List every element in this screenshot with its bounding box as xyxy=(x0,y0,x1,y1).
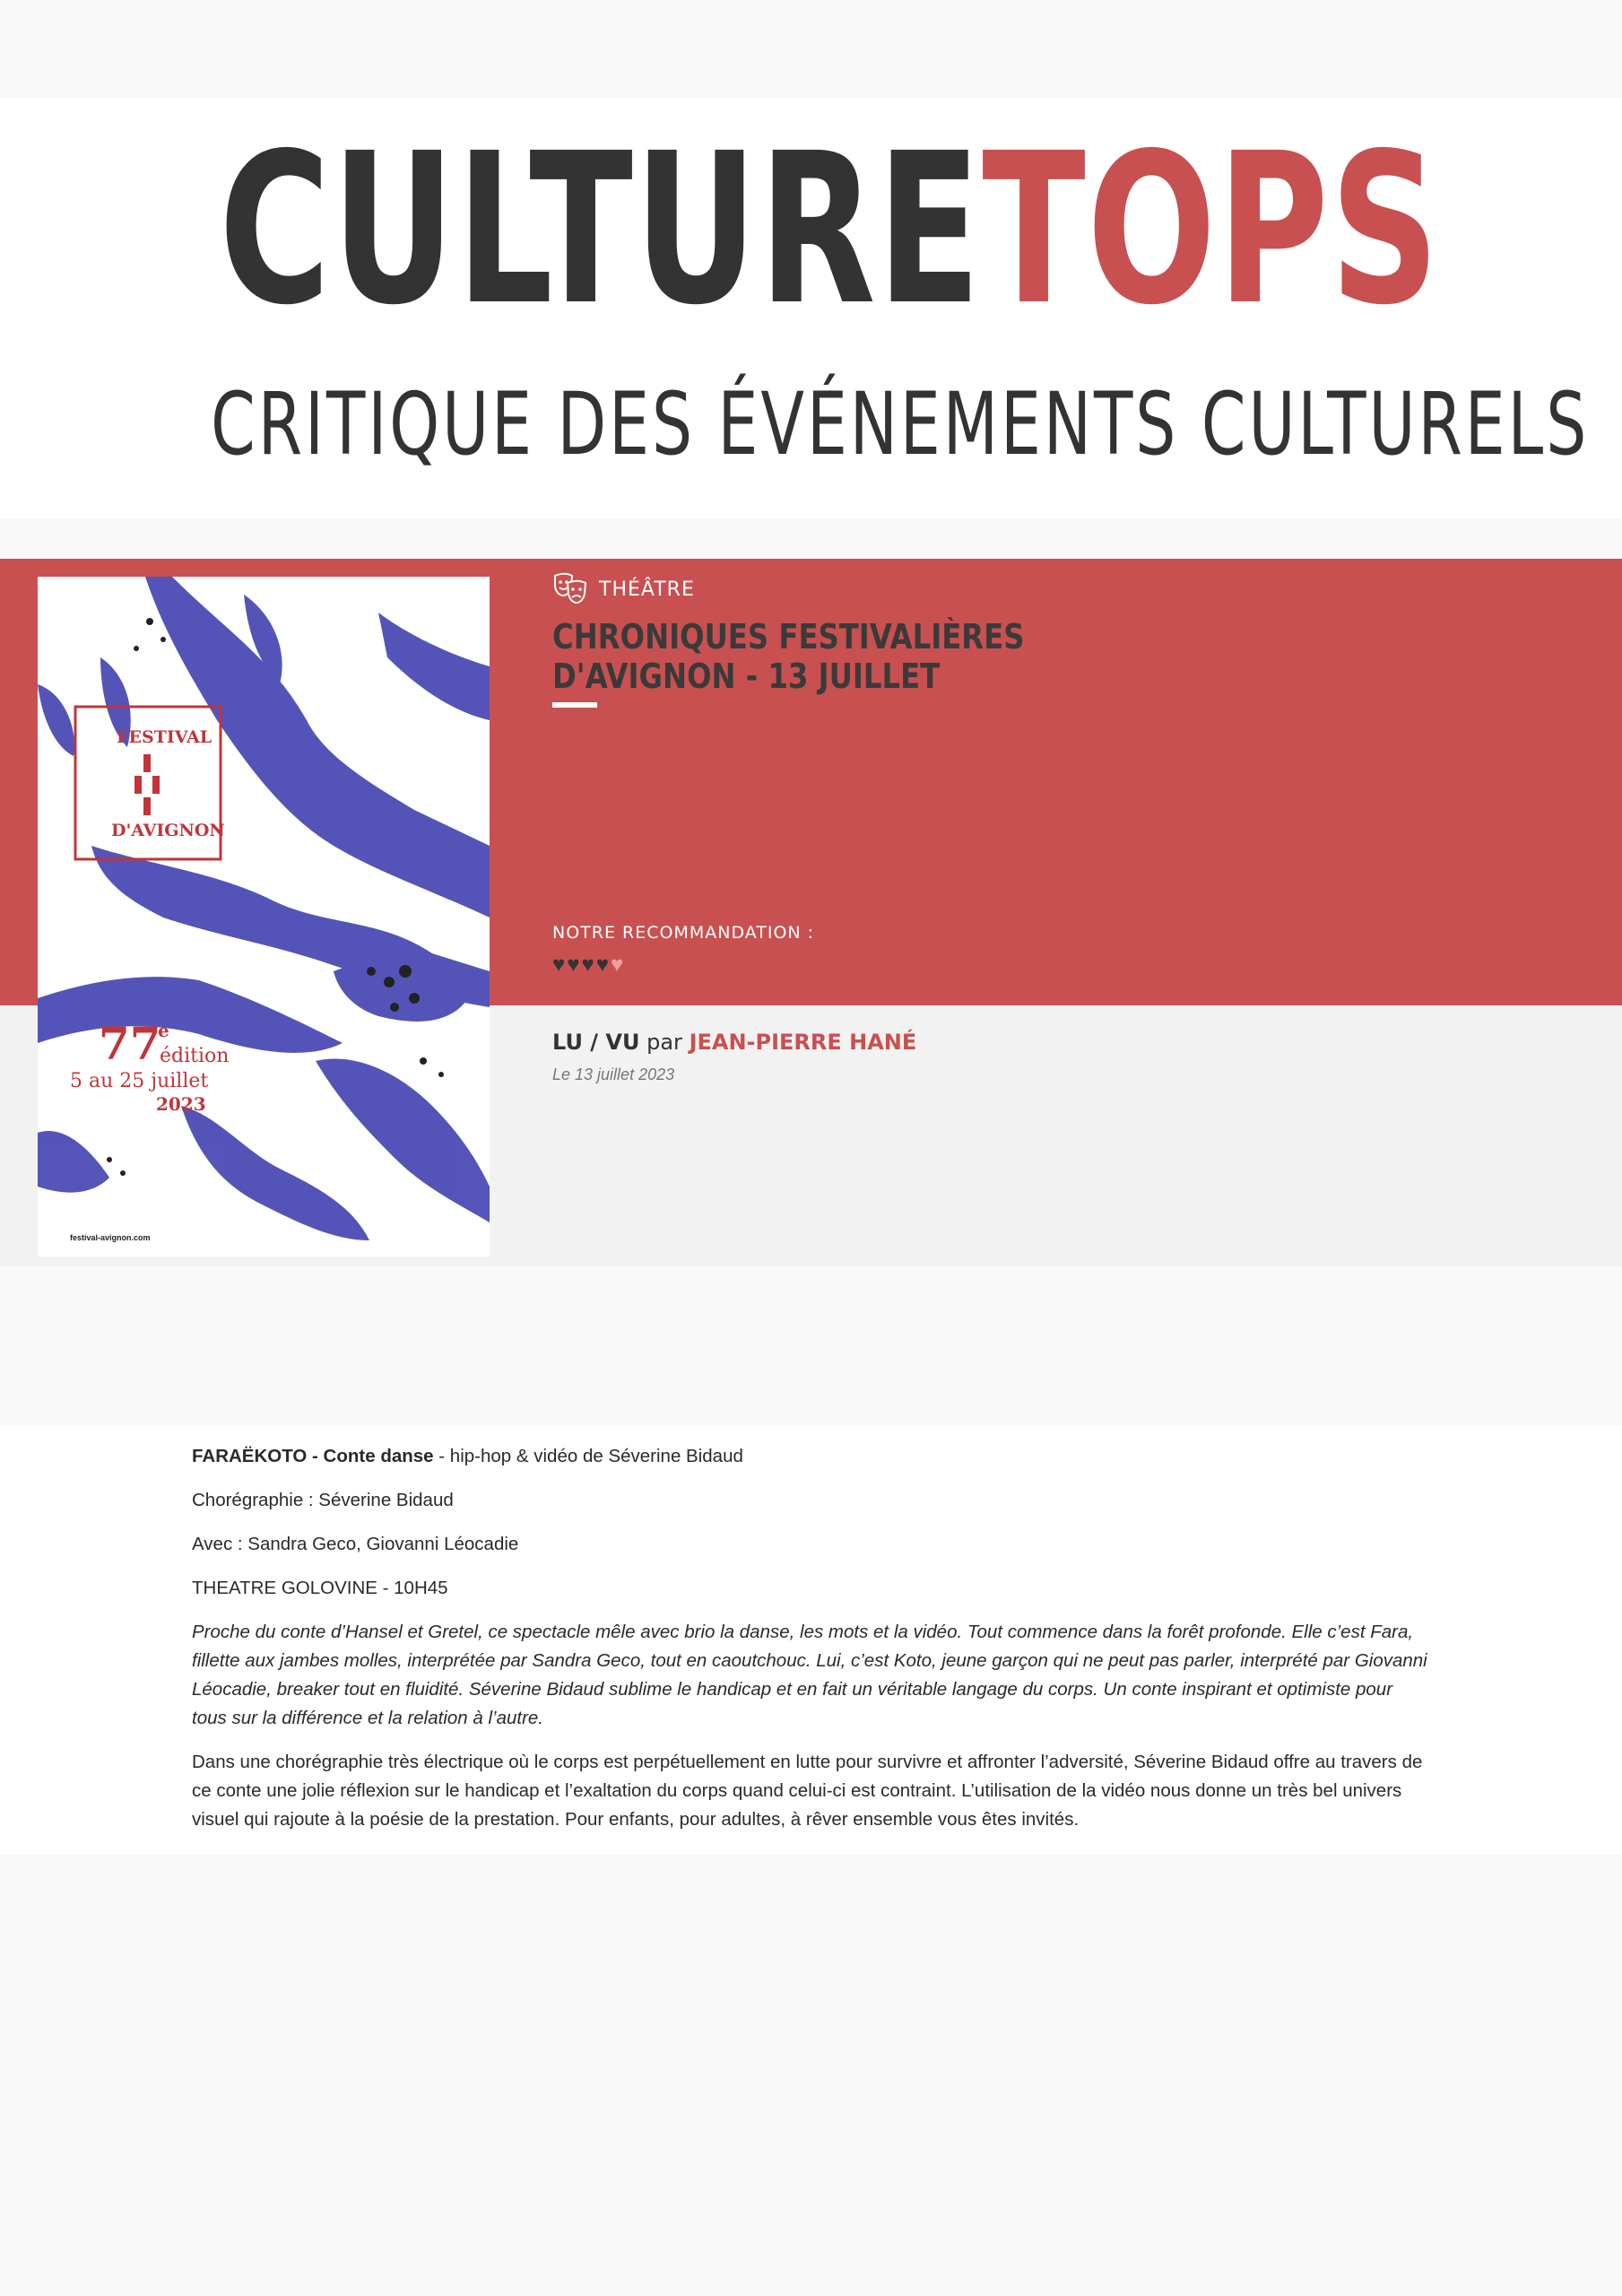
site-logo[interactable] xyxy=(219,109,1441,351)
show-subtitle: - hip-hop & vidéo de Séverine Bidaud xyxy=(433,1446,743,1466)
logo-tops: TOPS xyxy=(982,109,1441,351)
heart-icon: ♥ xyxy=(567,952,580,977)
poster-avignon-label: D'AVIGNON xyxy=(111,821,225,840)
show-title-line xyxy=(192,1442,1429,1471)
poster-year: 2023 xyxy=(156,1093,206,1115)
heart-icon: ♥ xyxy=(581,952,594,977)
poster-dates: 5 au 25 juillet xyxy=(70,1070,209,1092)
poster-website: festival-avignon.com xyxy=(70,1233,151,1242)
heart-empty-icon: ♥ xyxy=(611,952,624,977)
show-title: FARAËKOTO - Conte danse xyxy=(192,1446,434,1466)
festival-poster-image xyxy=(38,577,490,1257)
poster-festival-label: FESTIVAL xyxy=(117,727,213,747)
article-title-line-2: D'AVIGNON - 13 JUILLET xyxy=(552,657,941,696)
logo-culture: CULTURE xyxy=(219,109,983,351)
choreography-line: Chorégraphie : Séverine Bidaud xyxy=(192,1490,454,1510)
publish-date: Le 13 juillet 2023 xyxy=(552,1065,675,1083)
poster-edition-number: 77 xyxy=(99,1017,161,1070)
heart-icon: ♥ xyxy=(552,952,566,977)
category-tag[interactable] xyxy=(552,572,695,606)
category-label: THÉÂTRE xyxy=(599,578,695,601)
cast-line: Avec : Sandra Geco, Giovanni Léocadie xyxy=(192,1534,519,1554)
title-underline xyxy=(552,702,597,708)
theatre-masks-icon xyxy=(552,572,588,606)
review-paragraph: Dans une chorégraphie très électrique où le corps est perpétuellement en lutte pour survivre et affronter l’adversité, Séverine Bidaud offre au travers de ce conte une jolie réflexion sur le handicap et l’exaltation du corps quand celui-ci est contraint. L’utilisation de la vidéo nous donne un très bel univers visuel qui rajoute à la poésie de la prestation. Pour enfants, pour adultes, à rêver ensemble vous êtes invités. xyxy=(192,1752,1423,1830)
article-body xyxy=(192,1442,1429,1849)
byline-par: par xyxy=(646,1030,682,1055)
rating-hearts xyxy=(552,952,623,978)
article-title xyxy=(552,617,1177,696)
poster-edition-word: édition xyxy=(160,1045,230,1067)
article-title-line-1: CHRONIQUES FESTIVALIÈRES xyxy=(552,617,1025,657)
venue-line: THEATRE GOLOVINE - 10H45 xyxy=(192,1578,448,1598)
poster-edition-suffix: e xyxy=(158,1020,169,1041)
synopsis-paragraph: Proche du conte d’Hansel et Gretel, ce spectacle mêle avec brio la danse, les mots et la vidéo. Tout commence dans la forêt profonde. Elle c’est Fara, fillette aux jambes molles, interprétée par Sandra Geco, tout en caoutchouc. Lui, c’est Koto, jeune garçon qui ne peut pas parler, interprété par Giovanni Léocadie, breaker tout en fluidité. Séverine Bidaud sublime le handicap et en fait un véritable langage du corps. Un conte inspirant et optimiste pour tous sur la différence et la relation à l’autre. xyxy=(192,1622,1427,1728)
author-link[interactable]: JEAN-PIERRE HANÉ xyxy=(689,1030,917,1055)
byline xyxy=(552,1030,916,1055)
heart-icon: ♥ xyxy=(595,952,609,977)
site-tagline: CRITIQUE DES ÉVÉNEMENTS CULTURELS xyxy=(211,374,1590,474)
recommendation-label: NOTRE RECOMMANDATION : xyxy=(552,923,815,943)
byline-kind: LU / VU xyxy=(552,1030,640,1055)
